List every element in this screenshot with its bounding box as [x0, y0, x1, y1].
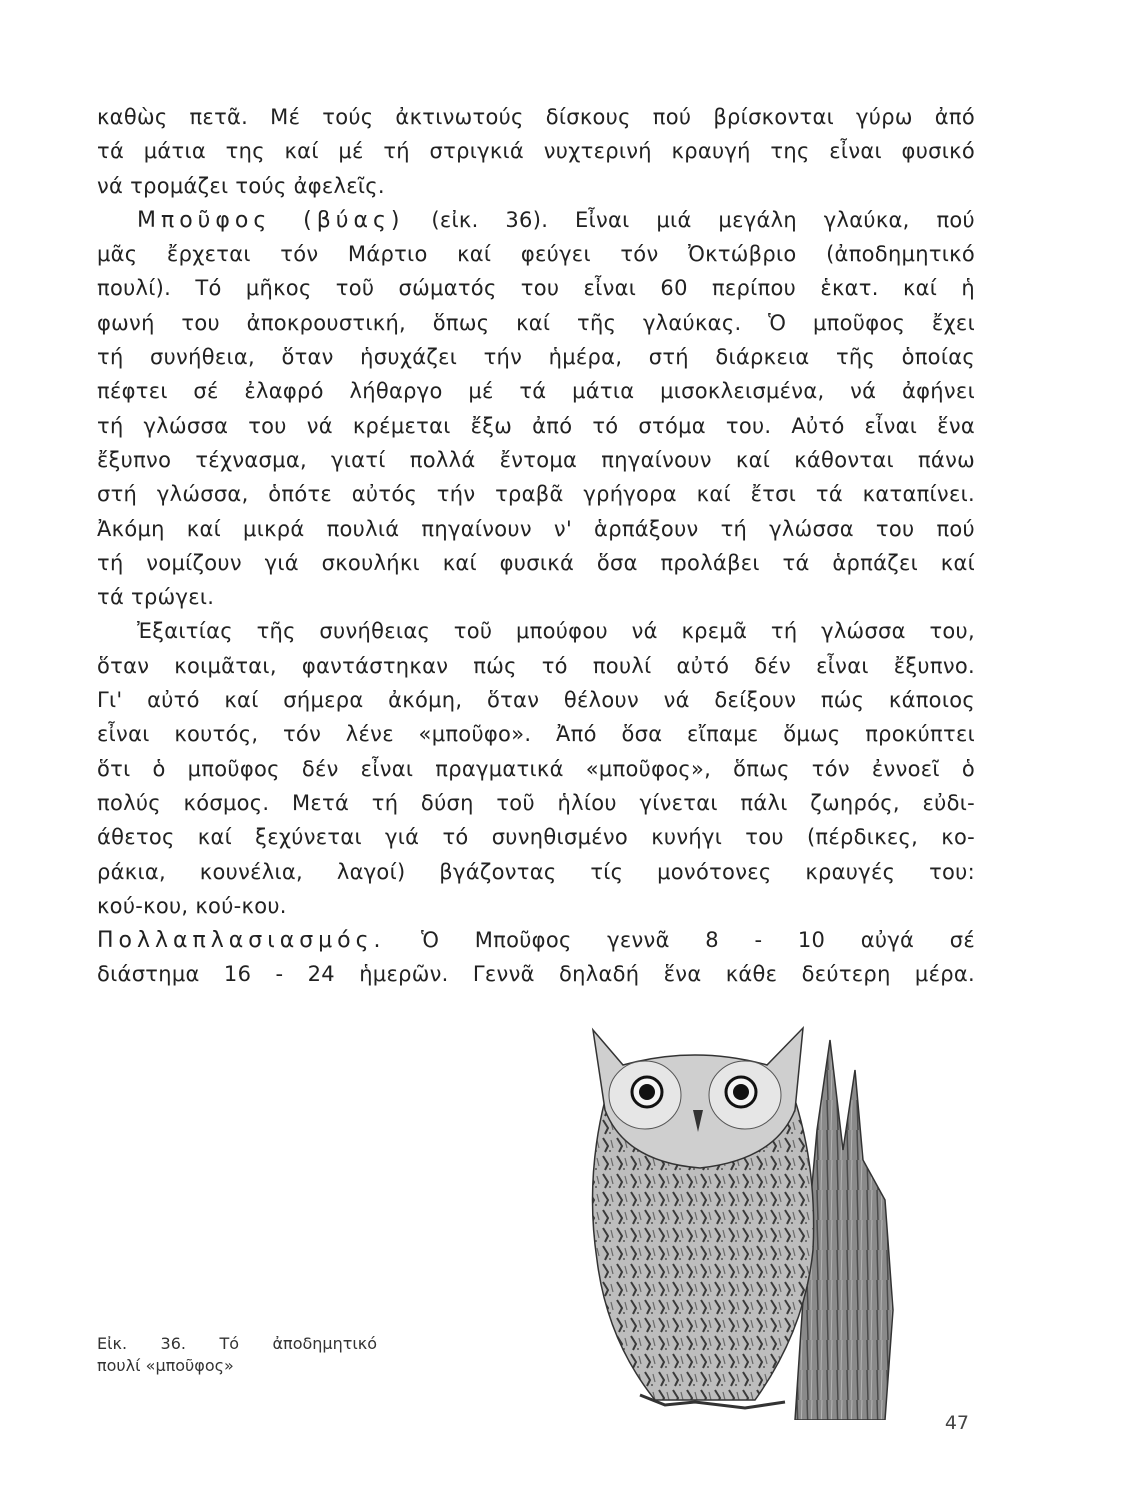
text-line: τά τρώγει.: [97, 585, 215, 610]
text-line: νά τρομάζει τούς ἀφελεῖς.: [97, 173, 385, 198]
text-line: στή γλώσσα, ὁπότε αὐτός τήν τραβᾶ γρήγορα καί ἔτσι τά καταπίνει.: [97, 482, 975, 507]
heading-bouphos: Μποῦφος (βύας): [137, 207, 405, 233]
text-line: τά μάτια της καί μέ τή στριγκιά νυχτερινή κραυγή της εἶναι φυσικό: [97, 139, 975, 164]
text-line: τή νομίζουν γιά σκουλήκι καί φυσικά ὅσα προλάβει τά ἁρπάζει καί: [97, 550, 975, 575]
text-line: ράκια, κουνέλια, λαγοί) βγάζοντας τίς μονότονες κραυγές του:: [97, 859, 975, 884]
text-line: ὅτι ὁ μποῦφος δέν εἶναι πραγματικά «μποῦφος», ὅπως τόν ἐννοεῖ ὁ: [97, 756, 975, 781]
figure-caption: [97, 1333, 377, 1377]
text-line: Ἐξαιτίας τῆς συνήθειας τοῦ μπούφου νά κρεμᾶ τή γλώσσα του,: [137, 619, 975, 644]
page-number: 47: [944, 1412, 969, 1434]
text-line: ὅταν κοιμᾶται, φαντάστηκαν πώς τό πουλί αὐτό δέν εἶναι ἔξυπνο.: [97, 653, 975, 678]
text-line-rest: Ὁ Μποῦφος γεννᾶ 8 - 10 αὐγά σέ: [421, 928, 975, 953]
text-line: κού-κου, κού-κου.: [97, 893, 287, 918]
heading-reproduction: Πολλαπλασιασμός.: [97, 928, 386, 954]
text-line: Ἀκόμη καί μικρά πουλιά πηγαίνουν ν' ἁρπάξουν τή γλώσσα του πού: [97, 516, 975, 541]
text-line: καθὼς πετᾶ. Μέ τούς ἀκτινωτούς δίσκους πού βρίσκονται γύρω ἀπό: [97, 105, 975, 129]
text-line: εἶναι κουτός, τόν λένε «μποῦφο». Ἀπό ὅσα εἴπαμε ὅμως προκύπτει: [97, 722, 975, 747]
text-line: πέφτει σέ ἐλαφρό λήθαργο μέ τά μάτια μισοκλεισμένα, νά ἀφήνει: [97, 379, 975, 404]
text-line: διάστημα 16 - 24 ἡμερῶν. Γεννᾶ δηλαδή ἕνα κάθε δεύτερη μέρα.: [97, 962, 975, 987]
text-line: φωνή του ἀποκρουστική, ὅπως καί τῆς γλαύκας. Ὁ μποῦφος ἔχει: [97, 310, 975, 335]
text-line: ἔξυπνο τέχνασμα, γιατί πολλά ἔντομα πηγαίνουν καί κάθονται πάνω: [97, 447, 975, 472]
text-line-with-heading: [97, 203, 975, 237]
text-line: άθετος καί ξεχύνεται γιά τό συνηθισμένο κυνήγι του (πέρδικες, κο-: [97, 825, 975, 850]
text-line: μᾶς ἔρχεται τόν Μάρτιο καί φεύγει τόν Ὀκτώβριο (ἀποδημητικό: [97, 242, 975, 267]
text-line: Γι' αὐτό καί σήμερα ἀκόμη, ὅταν θέλουν νά δείξουν πώς κάποιος: [97, 688, 975, 713]
text-line: πολύς κόσμος. Μετά τή δύση τοῦ ἡλίου γίνεται πάλι ζωηρός, εὐδι-: [97, 790, 975, 815]
caption-line: πουλί «μποῦφος»: [97, 1356, 234, 1375]
text-line: πουλί). Τό μῆκος τοῦ σώματός του εἶναι 60 περίπου ἑκατ. καί ἡ: [97, 276, 975, 301]
text-line-rest: (εἰκ. 36). Εἶναι μιά μεγάλη γλαύκα, πού: [431, 207, 975, 232]
text-line: τή συνήθεια, ὅταν ἡσυχάζει τήν ἡμέρα, στή διάρκεια τῆς ὁποίας: [97, 345, 975, 370]
text-line-with-heading: [97, 923, 975, 957]
owl-illustration: [545, 1010, 945, 1420]
body-text: [97, 100, 975, 992]
text-line: τή γλώσσα του νά κρέμεται ἔξω ἀπό τό στόμα του. Αὐτό εἶναι ἕνα: [97, 413, 975, 438]
caption-line: Εἰκ. 36. Τό ἀποδημητικό: [97, 1334, 377, 1353]
